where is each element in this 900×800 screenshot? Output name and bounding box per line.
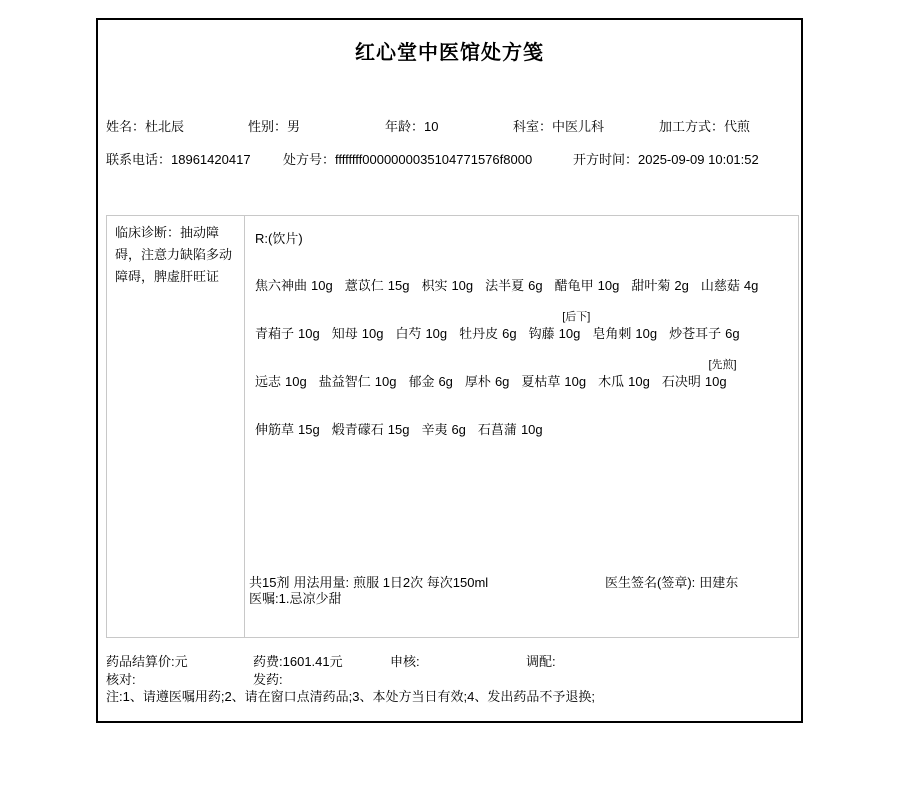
footer-row-2 xyxy=(106,669,793,687)
herb-dose: 10g xyxy=(311,278,333,293)
herb-name: 木瓜 xyxy=(598,374,625,389)
field-value: 1601.41元 xyxy=(282,654,343,669)
herb-item xyxy=(598,373,650,391)
medical-advice-field xyxy=(249,591,792,607)
herb-dose: 10g xyxy=(558,326,581,341)
herb-dose: 6g xyxy=(494,374,510,389)
check-field xyxy=(106,669,136,688)
herb-dose: 6g xyxy=(725,326,740,341)
herb-name: 牡丹皮 xyxy=(459,326,499,341)
doctor-signature-value: 田建东 xyxy=(699,575,739,590)
prepare-field xyxy=(526,651,556,670)
herb-item xyxy=(669,325,739,343)
herb-name: 薏苡仁 xyxy=(344,278,384,293)
phone-field xyxy=(106,149,251,168)
herb-name: 远志 xyxy=(255,374,282,389)
review-field xyxy=(390,651,420,670)
prescription-box xyxy=(106,215,799,638)
field-value: ffffffff0000000035104771576f8000 xyxy=(335,152,533,167)
herb-dose: 10g xyxy=(628,374,650,389)
herb-dose: 6g xyxy=(438,374,453,389)
herb-dose: 15g xyxy=(387,278,410,293)
herb-dose: 15g xyxy=(387,422,410,437)
department-field xyxy=(513,116,604,135)
field-label: 核对: xyxy=(106,671,136,687)
diagnosis-value: 抽动障碍，注意力缺陷多动障碍，脾虚肝旺证 xyxy=(115,225,233,284)
herb-name: 法半夏 xyxy=(485,278,525,293)
herb-dose: 15g xyxy=(298,422,320,437)
herb-line-2 xyxy=(255,311,788,343)
field-label: 联系电话： xyxy=(106,152,172,167)
herb-item xyxy=(485,277,542,295)
field-label: 处方号： xyxy=(283,152,336,167)
herb-item xyxy=(255,373,307,391)
field-value: 18961420417 xyxy=(171,152,251,167)
drug-fee-field xyxy=(253,651,343,670)
usage-block xyxy=(249,575,792,607)
processing-method-field xyxy=(659,116,750,135)
herb-dose: 2g xyxy=(674,278,689,293)
usage-value: 煎服 1日2次 每次150ml xyxy=(353,575,489,590)
field-value: 10 xyxy=(424,119,439,134)
field-label: 性别： xyxy=(248,119,288,134)
patient-info-row-2 xyxy=(106,149,793,165)
field-value: 代煎 xyxy=(724,119,751,134)
herb-name: 白芍 xyxy=(395,326,422,341)
dispense-field xyxy=(253,669,283,688)
herb-name: 石决明 xyxy=(661,374,701,389)
patient-info-row-1 xyxy=(106,116,793,132)
herb-dose: 6g xyxy=(502,326,517,341)
herb-dose: 10g xyxy=(564,374,587,389)
doctor-signature-label: 医生签名(签章): xyxy=(605,575,696,590)
herb-dose: 10g xyxy=(285,374,307,389)
herb-line-4 xyxy=(255,421,788,439)
herb-item xyxy=(521,373,586,391)
herb-dose: 4g xyxy=(743,278,759,293)
herb-item xyxy=(255,325,320,343)
herb-name: 知母 xyxy=(331,326,358,341)
footer xyxy=(106,651,793,705)
clinical-diagnosis xyxy=(107,216,245,637)
field-value: 男 xyxy=(287,119,301,134)
herb-line-3 xyxy=(255,359,788,391)
herb-dose: 6g xyxy=(528,278,543,293)
herb-name: 钩藤 xyxy=(528,326,555,341)
total-doses: 共15剂 xyxy=(249,575,290,590)
herb-item xyxy=(631,277,688,295)
field-label: 发药: xyxy=(253,671,283,687)
herb-name: 夏枯草 xyxy=(521,374,561,389)
herb-name: 甜叶菊 xyxy=(631,278,671,293)
herb-dose: 10g xyxy=(374,374,397,389)
field-label: 药费: xyxy=(253,654,283,669)
footer-note: 注:1、请遵医嘱用药;2、请在窗口点清药品;3、本处方当日有效;4、发出药品不予退换; xyxy=(106,689,595,704)
herb-name: 石菖蒲 xyxy=(477,422,517,437)
herb-dose: 10g xyxy=(361,326,384,341)
herb-item xyxy=(255,421,320,439)
herb-item xyxy=(701,277,758,295)
herb-line-1 xyxy=(255,277,788,295)
herb-dose: 10g xyxy=(298,326,320,341)
herb-dose: 10g xyxy=(520,422,543,437)
herb-item xyxy=(332,325,384,343)
herb-name: 山慈菇 xyxy=(700,278,740,293)
herb-item xyxy=(555,277,620,295)
rx-header: R:(饮片) xyxy=(255,231,303,246)
field-label: 科室： xyxy=(513,119,553,134)
herb-item xyxy=(319,373,397,391)
issue-time-field xyxy=(573,149,759,168)
prescription-content xyxy=(245,216,798,637)
settle-price-field xyxy=(106,651,188,670)
field-value: 中医儿科 xyxy=(552,119,605,134)
usage-label: 用法用量: xyxy=(293,575,350,590)
herb-item xyxy=(661,359,737,391)
field-label: 开方时间： xyxy=(573,152,639,167)
herb-dose: 10g xyxy=(425,326,448,341)
patient-gender-field xyxy=(248,116,300,135)
prescription-sheet xyxy=(96,18,803,723)
herb-name: 炒苍耳子 xyxy=(669,326,722,341)
herb-item xyxy=(332,421,410,439)
herb-item xyxy=(592,325,657,343)
herb-dose: 6g xyxy=(451,422,466,437)
herb-item xyxy=(421,277,473,295)
herb-dose: 10g xyxy=(597,278,620,293)
field-value: 2025-09-09 10:01:52 xyxy=(638,152,759,167)
herb-item xyxy=(255,277,333,295)
herb-item xyxy=(421,421,465,439)
herb-name: 郁金 xyxy=(408,374,435,389)
herb-name: 青葙子 xyxy=(255,326,295,341)
field-label: 姓名： xyxy=(106,119,146,134)
herb-item xyxy=(395,325,447,343)
herb-dose: 10g xyxy=(704,374,727,389)
herb-name: 枳实 xyxy=(421,278,448,293)
herb-name: 伸筋草 xyxy=(255,422,295,437)
herb-item xyxy=(345,277,410,295)
herb-dose: 10g xyxy=(635,326,658,341)
diagnosis-label: 临床诊断： xyxy=(115,225,181,240)
field-label: 年龄： xyxy=(385,119,425,134)
patient-age-field xyxy=(385,116,438,135)
field-label: 药品结算价: xyxy=(106,654,175,669)
footer-row-1 xyxy=(106,651,793,669)
herb-item xyxy=(459,325,516,343)
herb-name: 盐益智仁 xyxy=(318,374,371,389)
field-label: 加工方式： xyxy=(659,119,725,134)
herb-name: 皂角刺 xyxy=(592,326,632,341)
patient-name-field xyxy=(106,116,184,135)
field-label: 申核: xyxy=(390,654,420,669)
herb-name: 辛夷 xyxy=(421,422,448,437)
herb-decoction-note: [先煎] xyxy=(708,359,737,371)
herb-name: 焦六神曲 xyxy=(255,278,308,293)
herb-name: 厚朴 xyxy=(464,374,491,389)
page-title: 红心堂中医馆处方笺 xyxy=(355,42,544,64)
doctor-signature-field xyxy=(605,575,738,591)
usage-line xyxy=(249,575,792,591)
advice-label: 医嘱: xyxy=(249,591,279,606)
herb-item xyxy=(408,373,452,391)
field-value: 杜北辰 xyxy=(145,119,185,134)
herb-item xyxy=(528,311,591,343)
prescription-number-field xyxy=(283,149,532,168)
herb-dose: 10g xyxy=(451,278,474,293)
advice-value: 1.忌凉少甜 xyxy=(278,591,342,606)
field-label: 调配: xyxy=(526,654,556,669)
herb-item xyxy=(465,373,509,391)
herb-decoction-note: [后下] xyxy=(562,311,591,323)
herb-name: 醋龟甲 xyxy=(554,278,594,293)
field-value: 元 xyxy=(174,654,188,669)
herb-item xyxy=(478,421,543,439)
herb-name: 煅青礞石 xyxy=(331,422,384,437)
